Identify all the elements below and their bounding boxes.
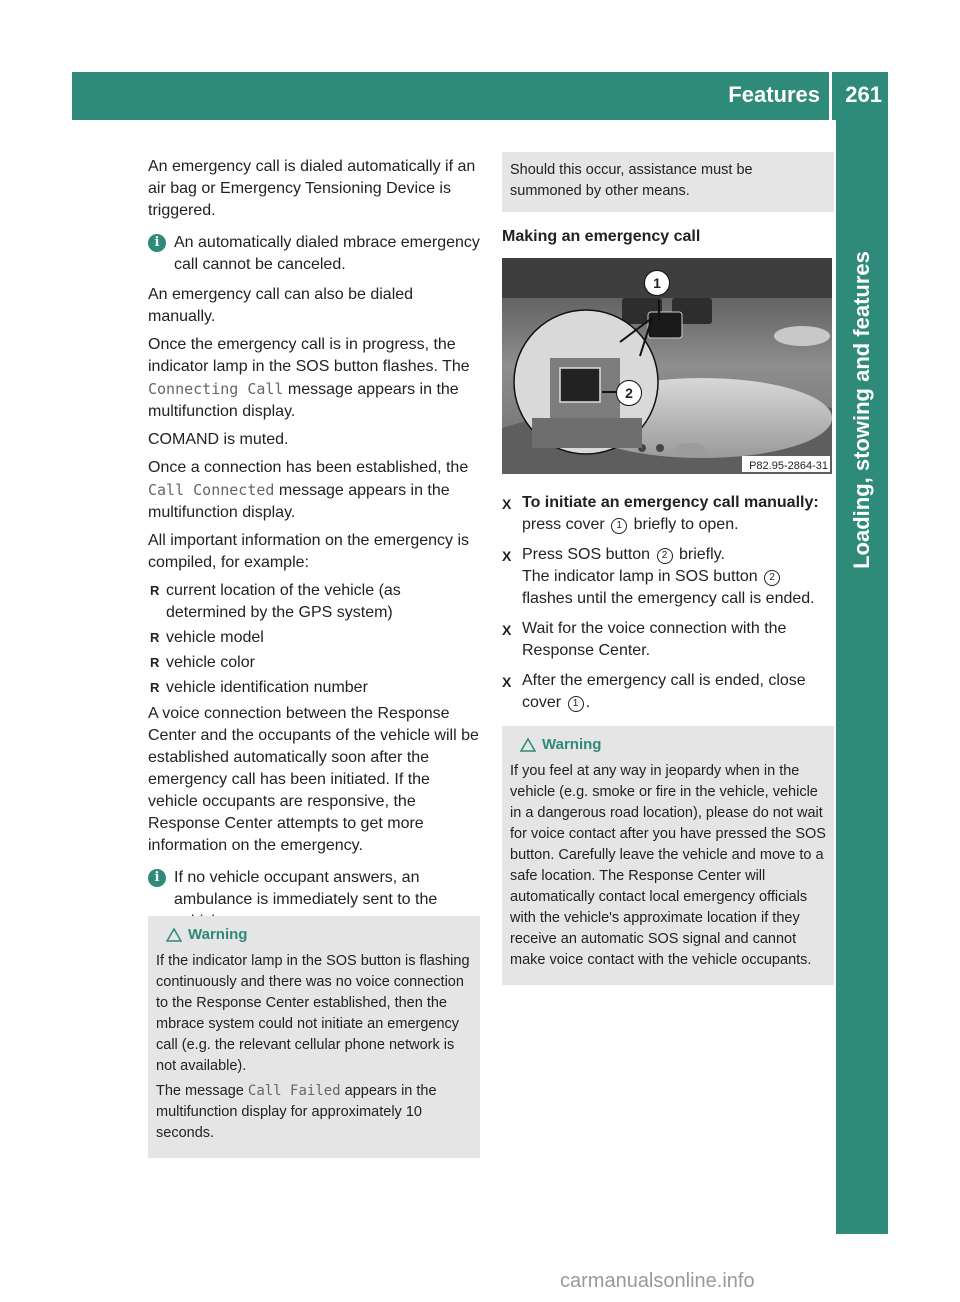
list-item: R vehicle color: [148, 652, 480, 674]
paragraph-auto-dial: An emergency call is dialed automatically if an air bag or Emergency Tensioning Device is triggered.: [148, 158, 476, 219]
page-number: 261: [845, 82, 882, 107]
display-message: Call Connected: [148, 481, 275, 499]
subsection-heading: Making an emergency call: [502, 228, 701, 245]
list-item: R current location of the vehicle (as determined by the GPS system): [148, 580, 480, 624]
info-icon: i: [148, 234, 166, 252]
warning-box: [148, 916, 480, 1158]
warning-heading: Warning: [520, 734, 826, 755]
callout-2: 2: [616, 380, 642, 406]
display-message: Connecting Call: [148, 380, 284, 398]
warning-box: [502, 726, 834, 985]
callout-ref: 1: [611, 518, 627, 534]
right-column: [502, 152, 834, 985]
list-item: R vehicle identification number: [148, 677, 480, 699]
steps-list: [502, 492, 834, 714]
step-item: X Press SOS button 2 briefly. The indicator lamp in SOS button 2 flashes until the emergency call is ended.: [502, 544, 834, 610]
step-item: X After the emergency call is ended, close cover 1 .: [502, 670, 834, 714]
chapter-title: Loading, stowing and features: [849, 251, 874, 569]
info-text: An automatically dialed mbrace emergency call cannot be canceled.: [174, 234, 480, 273]
warning-text: If you feel at any way in jeopardy when in the vehicle (e.g. smoke or fire in the vehicle, vehicle in a dangerous road location), please do not wait for voice contact after you have pressed the SOS button. Carefully leave the vehicle and move to a safe location. The Response Center will automatically contact local emergency officials with the vehicle's approximate location if they receive an automatic SOS signal and cannot make voice contact with the vehicle occupants.: [510, 763, 826, 968]
page-header: [72, 72, 888, 120]
warning-text: The message Call Failed appears in the multifunction display for approximately 10 seconds.: [156, 1083, 437, 1141]
step-item: X To initiate an emergency call manually: press cover 1 briefly to open.: [502, 492, 834, 536]
list-item: R vehicle model: [148, 627, 480, 649]
step-marker-icon: X: [502, 548, 512, 564]
note-box: [502, 152, 834, 212]
info-icon: i: [148, 869, 166, 887]
left-column: [148, 156, 480, 941]
paragraph-voice-connection: A voice connection between the Response Center and the occupants of the vehicle will be established automatically soon after the emergency call has been initiated. If the vehicle occupants are responsive, the Response Center attempts to get more information on the emergency.: [148, 705, 479, 854]
warning-triangle-icon: [166, 928, 182, 942]
chapter-side-label: [836, 130, 888, 690]
chapter-marker: [850, 818, 888, 860]
warning-heading: Warning: [166, 924, 472, 945]
paragraph-info-compiled: All important information on the emergency is compiled, for example:: [148, 532, 470, 571]
figure-code: P82.95-2864-31: [749, 460, 828, 472]
display-message: Call Failed: [247, 1083, 341, 1099]
info-note: [148, 232, 480, 276]
info-text: If no vehicle occupant answers, an ambulance is immediately sent to the: [174, 869, 438, 908]
callout-ref: 2: [764, 570, 780, 586]
note-text: Should this occur, assistance must be summoned by other means.: [510, 162, 753, 199]
callout-ref: 1: [568, 696, 584, 712]
section-title: Features: [728, 82, 820, 107]
paragraph-in-progress: Once the emergency call is in progress, the indicator lamp in the SOS button flashes. The Connecting Call message appears in the multifunction display.: [148, 336, 470, 420]
step-marker-icon: X: [502, 674, 512, 690]
figure-sos-button: [502, 258, 832, 474]
callout-1: 1: [644, 270, 670, 296]
step-marker-icon: X: [502, 622, 512, 638]
step-item: X Wait for the voice connection with the Response Center.: [502, 618, 834, 662]
warning-triangle-icon: [520, 738, 536, 752]
warning-text: If the indicator lamp in the SOS button is flashing continuously and there was no voice connection to the Response Center established, then the mbrace system could not initiate an emergency call (e.g. the relevant cellular phone network is not available).: [156, 953, 470, 1074]
watermark: carmanualsonline.info: [560, 1270, 755, 1292]
step-marker-icon: X: [502, 496, 512, 512]
paragraph-manual: An emergency call can also be dialed manually.: [148, 286, 414, 325]
header-divider: [829, 72, 832, 120]
callout-ref: 2: [657, 548, 673, 564]
paragraph-connected: Once a connection has been established, the Call Connected message appears in the multifunction display.: [148, 459, 469, 521]
paragraph-muted: COMAND is muted.: [148, 431, 289, 448]
info-list: [148, 580, 480, 699]
